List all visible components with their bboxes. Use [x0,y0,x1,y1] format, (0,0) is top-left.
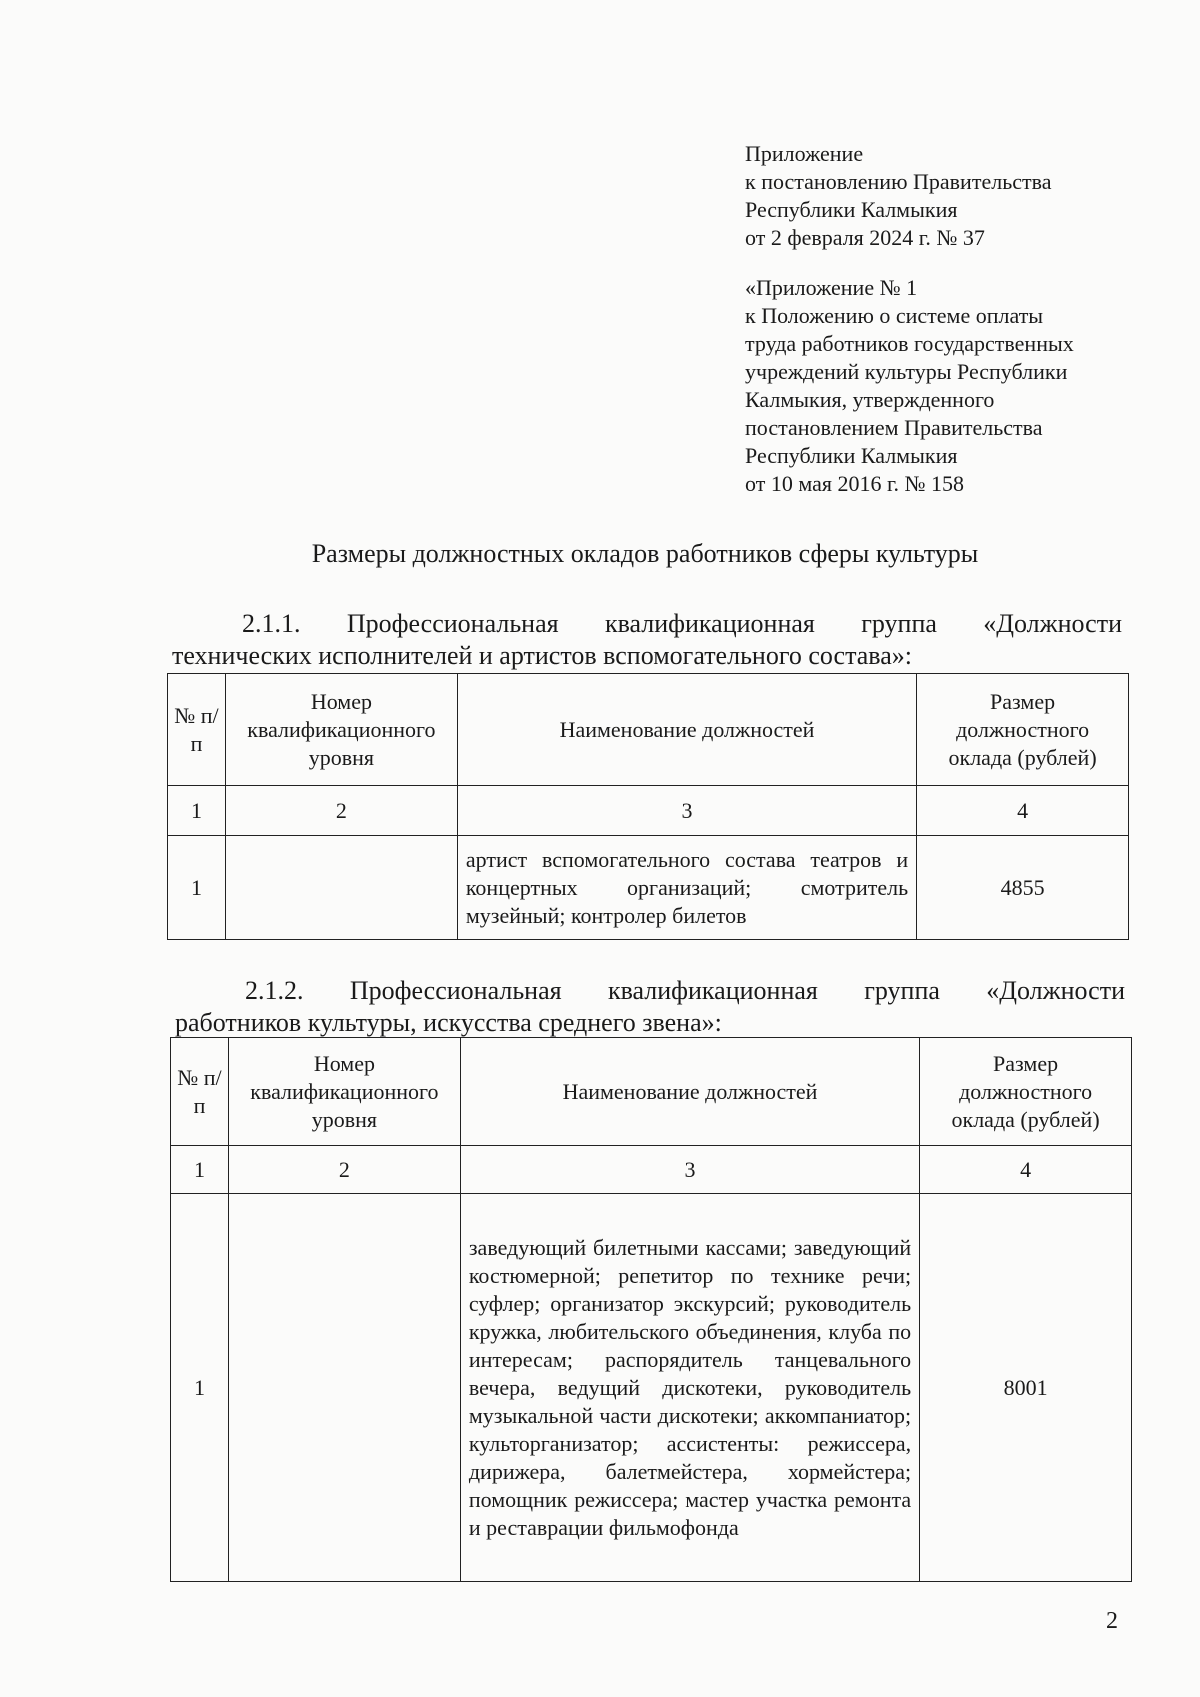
section-heading-line: работников культуры, искусства среднего звена»: [175,1008,722,1037]
column-number: 1 [168,786,226,836]
table-header-row [171,1038,1132,1146]
column-number: 2 [225,786,457,836]
column-number: 4 [917,786,1129,836]
preamble-line: учреждений культуры Республики [745,359,1068,384]
preamble-line: к постановлению Правительства [745,169,1052,194]
preamble-line: к Положению о системе оплаты [745,303,1044,328]
salary-table-2-1-2 [170,1037,1132,1582]
section-heading-line: 2.1.1. Профессиональная квалификационная группа «Должности [242,609,1122,638]
preamble-line: труда работников государственных [745,331,1074,356]
header-cell-number: № п/п [168,674,226,786]
preamble-line: Приложение [745,141,864,166]
column-number: 3 [460,1146,919,1194]
table-row [168,836,1129,940]
header-cell-positions: Наименование должностей [457,674,916,786]
row-salary: 4855 [917,836,1129,940]
header-cell-salary: Размер должностного оклада (рублей) [920,1038,1132,1146]
row-positions: артист вспомогательного состава театров и концертных организаций; смотритель музейный; контролер билетов [457,836,916,940]
column-number-row [168,786,1129,836]
appendix-block-2 [745,274,1145,498]
column-number: 2 [228,1146,460,1194]
row-number: 1 [168,836,226,940]
row-number: 1 [171,1194,229,1582]
appendix-preamble [745,140,1145,520]
row-salary: 8001 [920,1194,1132,1582]
row-positions: заведующий билетными кассами; заведующий костюмерной; репетитор по технике речи; суфлер; организатор экскурсий; руководитель кружка, любительского объединения, клуба по интересам; распорядитель танцевального вечера, ведущий дискотеки, руководитель музыкальной части дискотеки; аккомпаниатор; культорганизатор; ассистенты: режиссера, дирижера, балетмейстера, хормейстера; помощник режиссера; мастер участка ремонта и реставрации фильмофонда [460,1194,919,1582]
row-level [228,1194,460,1582]
table-header-row [168,674,1129,786]
page-number: 2 [1106,1608,1118,1634]
preamble-line: «Приложение № 1 [745,275,918,300]
preamble-line: Республики Калмыкия [745,443,958,468]
preamble-line: от 10 мая 2016 г. № 158 [745,471,965,496]
column-number: 4 [920,1146,1132,1194]
preamble-line: Республики Калмыкия [745,197,958,222]
header-cell-level: Номер квалификационного уровня [228,1038,460,1146]
preamble-line: постановлением Правительства [745,415,1043,440]
section-heading-2-1-1 [172,608,1122,672]
section-heading-line: 2.1.2. Профессиональная квалификационная группа «Должности [245,976,1125,1005]
preamble-line: Калмыкия, утвержденного [745,387,995,412]
preamble-line: от 2 февраля 2024 г. № 37 [745,225,985,250]
header-cell-salary: Размер должностного оклада (рублей) [917,674,1129,786]
header-cell-number: № п/п [171,1038,229,1146]
appendix-block-1 [745,140,1145,252]
section-heading-line: технических исполнителей и артистов вспомогательного состава»: [172,641,912,670]
document-title: Размеры должностных окладов работников сферы культуры [311,539,979,568]
header-cell-level: Номер квалификационного уровня [225,674,457,786]
section-heading-2-1-2 [175,975,1125,1039]
salary-table-2-1-1 [167,673,1129,940]
row-level [225,836,457,940]
header-cell-positions: Наименование должностей [460,1038,919,1146]
column-number-row [171,1146,1132,1194]
column-number: 1 [171,1146,229,1194]
table-row [171,1194,1132,1582]
column-number: 3 [457,786,916,836]
